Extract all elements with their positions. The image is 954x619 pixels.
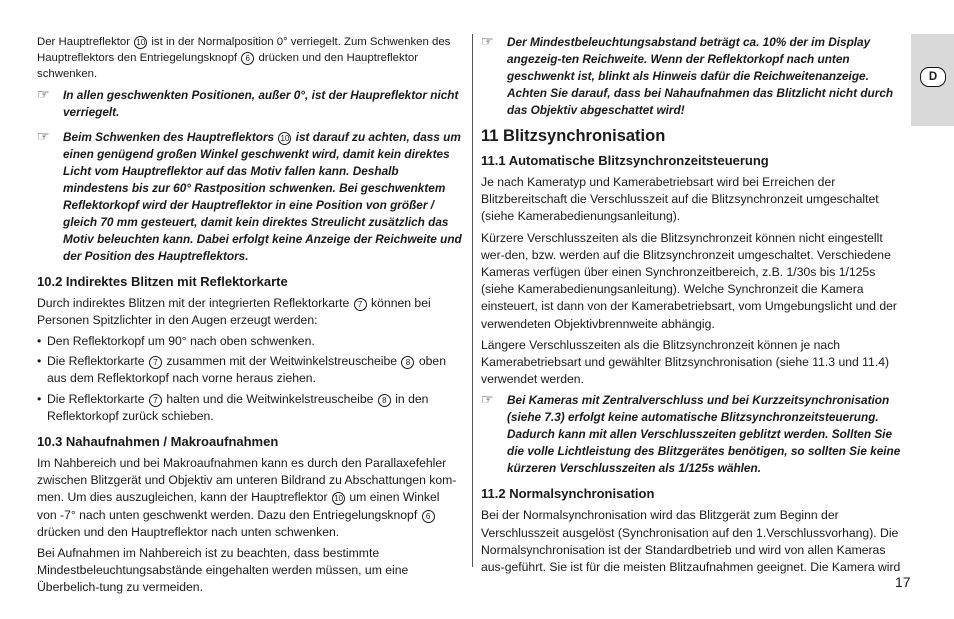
section-heading-11-1: 11.1 Automatische Blitzsynchronzeitsteuerung	[481, 153, 769, 168]
bullet-list	[37, 333, 462, 425]
pointing-hand-icon: ☞	[37, 127, 50, 144]
paragraph-11-2: Bei der Normalsynchronisation wird das Blitzgerät zum Beginn der Verschlusszeit ausgelöst (Synchronisation auf den 1.Verschlussvorhang). Die Normalsynchronisation ist der Standardbetrieb und wird von allen Kameras aus-geführt. Sie ist für die meisten Blitzaufnahmen geeignet. Die Kamera wird	[481, 508, 901, 575]
paragraph-11-1-c: Längere Verschlusszeiten als die Blitzsynchronzeit können je nach Kamerabetriebsart und gewählter Blitzsynchronisation (siehe 11.3 und 11.4) verwendet werden.	[481, 337, 890, 387]
list-item: • Die Reflektorkarte 7 halten und die Weitwinkelstreuscheibe 8 in den Reflektorkopf zurück schieben.	[37, 391, 429, 423]
bullet-icon: •	[37, 354, 42, 369]
note-min-distance: ☞ Der Mindestbeleuchtungsabstand beträgt ca. 10% der im Display angezeig-ten Reichweite. Wenn der Reflektorkopf nach unten geschwenkt ist, blinkt als Hinweis dafür die Reichweitenanzeige. Achten Sie darauf, dass bei Nahaufnahmen das Blitzlicht nicht durch das Objektiv abgeschattet wird!	[481, 33, 894, 117]
callout-number: 10	[278, 132, 291, 145]
callout-number: 8	[401, 356, 414, 369]
column-divider	[472, 34, 473, 567]
note-unlocked: ☞ In allen geschwenkten Positionen, außer 0°, ist der Haupreflektor nicht verriegelt.	[37, 85, 459, 119]
callout-number: 7	[149, 356, 162, 369]
list-item: • Die Reflektorkarte 7 zusammen mit der Weitwinkelstreuscheibe 8 oben aus dem Reflektorkopf nach vorne heraus ziehen.	[37, 354, 446, 386]
language-badge: D	[920, 67, 946, 87]
callout-number: 6	[422, 510, 435, 523]
paragraph-10-3-a: Im Nahbereich und bei Makroaufnahmen kann es durch den Parallaxefehler zwischen Blitzgerät und Objektiv am unteren Bildrand zu Abschattungen kom-men. Um dies auszugleichen, kann der Hauptreflektor 10 um einen Winkel von -7° nach unten geschwenkt werden. Dazu den Entriegelungsknopf 6 drücken und den Hauptreflektor nach unten schwenken.	[37, 456, 457, 539]
note-swivel: ☞ Beim Schwenken des Hauptreflektors 10 ist darauf zu achten, dass um einen genügend großen Winkel geschwenkt wird, damit kein direktes Licht vom Hauptreflektor auf das Motiv fallen kann. Deshalb mindestens bis zur 60° Rastposition schwenken. Bei geschwenktem Reflektorkopf wird der Hauptreflektor in eine Position von größer / gleich 70 mm gesteuert, damit kein direktes Streulicht zusätzlich das Motiv beleuchten kann. Dabei erfolgt keine Anzeige der Reichweite und der Position des Hauptreflektors.	[37, 127, 462, 263]
chapter-heading-11: 11 Blitzsynchronisation	[481, 127, 666, 145]
callout-number: 10	[134, 36, 147, 49]
page-number: 17	[895, 574, 911, 590]
section-heading-10-3: 10.3 Nahaufnahmen / Makroaufnahmen	[37, 434, 279, 450]
bullet-icon: •	[37, 391, 42, 406]
list-item: • Den Reflektorkopf um 90° nach oben schwenken.	[37, 333, 462, 350]
callout-number: 10	[332, 492, 345, 505]
paragraph-11-1-a: Je nach Kameratyp und Kamerabetriebsart wird bei Erreichen der Blitzbereitschaft die Verschlusszeit auf die Blitzsynchronzeit umgeschaltet (siehe Kamerabedienungsanleitung).	[481, 175, 879, 224]
pointing-hand-icon: ☞	[481, 33, 494, 49]
left-column	[37, 34, 462, 601]
callout-number: 6	[241, 52, 254, 65]
language-tab	[911, 34, 954, 126]
paragraph-10-2: Durch indirektes Blitzen mit der integrierten Reflektorkarte 7 können bei Personen Spitzlichter in den Augen erzeugt werden:	[37, 295, 431, 327]
pointing-hand-icon: ☞	[481, 391, 494, 408]
right-column	[481, 34, 909, 580]
intro-paragraph: Der Hauptreflektor 10 ist in der Normalposition 0° verriegelt. Zum Schwenken des Hauptreflektors den Entriegelungsknopf 6 drücken und den Hauptreflektor schwenken.	[37, 36, 451, 81]
paragraph-10-3-b: Bei Aufnahmen im Nahbereich ist zu beachten, dass bestimmte Mindestbeleuchtungsabstände eingehalten werden müssen, um eine Überbelich-tung zu vermeiden.	[37, 546, 409, 595]
pointing-hand-icon: ☞	[37, 85, 50, 102]
section-heading-11-2: 11.2 Normalsynchronisation	[481, 486, 655, 502]
note-central-shutter: ☞ Bei Kameras mit Zentralverschluss und bei Kurzzeitsynchronisation (siehe 7.3) erfolgt keine automatische Blitzsynchronzeitsteuerung. Dadurch kann mit allen Verschlusszeiten geblitzt werden. Sollten Sie die volle Lichtleistung des Blitzgerätes benötigen, so sollten Sie keine kürzeren Verschlusszeiten als 1/125s wählen.	[481, 391, 901, 476]
callout-number: 8	[378, 394, 391, 407]
callout-number: 7	[354, 298, 367, 311]
callout-number: 7	[149, 394, 162, 407]
section-heading-10-2: 10.2 Indirektes Blitzen mit Reflektorkarte	[37, 273, 288, 289]
paragraph-11-1-b: Kürzere Verschlusszeiten als die Blitzsynchronzeit können nicht eingestellt wer-den, bzw. werden auf die Blitzsynchronzeit umgeschaltet. Verschiedene Kameras verfügen über einen Synchronzeitbereich, z.B. 1/30s bis 1/125s (siehe Kamerabedienungsanleitung). Welche Synchronzeit die Kamera einsteuert, ist dann von der Kamerabetriebsart, vom Umgebungslicht und der verwendeten Objektivbrennweite abhängig.	[481, 230, 897, 331]
bullet-icon: •	[37, 334, 42, 349]
